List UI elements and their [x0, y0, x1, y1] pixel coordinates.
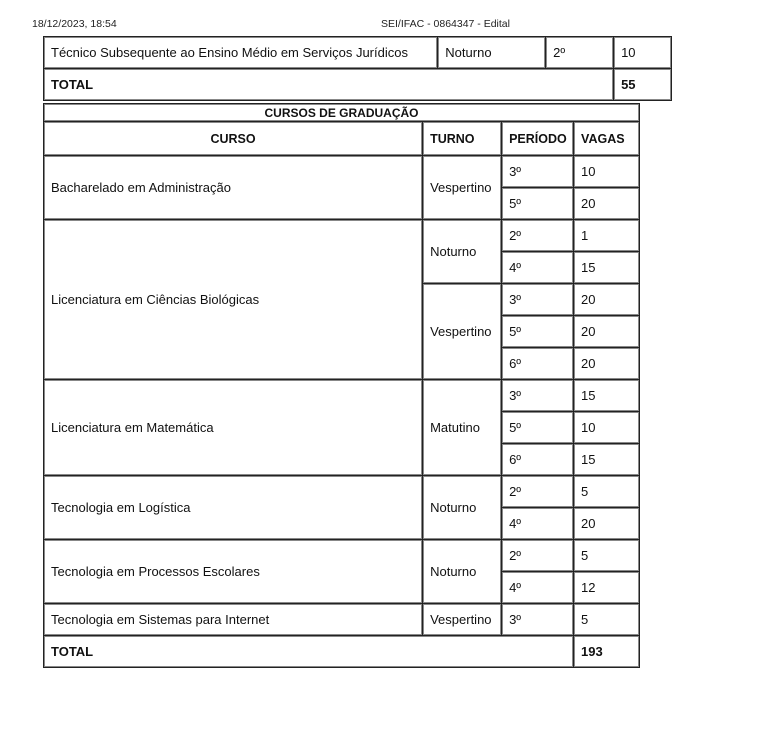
periodo-cell: 3º	[502, 604, 574, 636]
total-row	[44, 69, 672, 101]
table-row	[44, 540, 640, 572]
periodo-cell: 3º	[502, 156, 574, 188]
periodo-cell: 3º	[502, 380, 574, 412]
total-label: TOTAL	[44, 69, 614, 101]
turno-cell: Vespertino	[423, 284, 502, 380]
periodo-cell: 4º	[502, 572, 574, 604]
vagas-cell: 20	[574, 284, 640, 316]
periodo-cell: 4º	[502, 508, 574, 540]
table-row	[44, 604, 640, 636]
periodo-cell: 5º	[502, 188, 574, 220]
vagas-cell: 20	[574, 508, 640, 540]
print-datetime: 18/12/2023, 18:54	[32, 18, 117, 30]
curso-cell: Bacharelado em Administração	[44, 156, 423, 220]
periodo-cell: 5º	[502, 316, 574, 348]
curso-cell: Licenciatura em Ciências Biológicas	[44, 220, 423, 380]
periodo-cell: 3º	[502, 284, 574, 316]
table-row	[44, 37, 672, 69]
vagas-cell: 15	[574, 380, 640, 412]
column-header-vagas: VAGAS	[574, 122, 640, 156]
section-title: CURSOS DE GRADUAÇÃO	[44, 104, 640, 122]
turno-cell: Noturno	[423, 220, 502, 284]
turno-cell: Vespertino	[423, 604, 502, 636]
vagas-cell: 20	[574, 316, 640, 348]
technical-course-table	[43, 36, 672, 101]
table-body	[44, 156, 640, 636]
total-label: TOTAL	[44, 636, 574, 668]
periodo-cell: 6º	[502, 444, 574, 476]
vagas-cell: 5	[574, 540, 640, 572]
column-header-curso: CURSO	[44, 122, 423, 156]
vagas-cell: 10	[574, 412, 640, 444]
periodo-cell: 2º	[502, 540, 574, 572]
curso-cell: Tecnologia em Processos Escolares	[44, 540, 423, 604]
column-header-periodo: PERÍODO	[502, 122, 574, 156]
total-row	[44, 636, 640, 668]
total-value: 193	[574, 636, 640, 668]
header-row	[44, 122, 640, 156]
turno-cell: Vespertino	[423, 156, 502, 220]
graduation-courses-table	[43, 103, 640, 668]
vagas-cell: 15	[574, 252, 640, 284]
turno-cell: Noturno	[423, 540, 502, 604]
vagas-cell: 1	[574, 220, 640, 252]
vagas-cell: 20	[574, 348, 640, 380]
curso-cell: Tecnologia em Logística	[44, 476, 423, 540]
vagas-cell: 10	[574, 156, 640, 188]
vagas-cell: 15	[574, 444, 640, 476]
periodo-cell: 6º	[502, 348, 574, 380]
vagas-cell: 12	[574, 572, 640, 604]
curso-cell: Tecnologia em Sistemas para Internet	[44, 604, 423, 636]
vagas-cell: 5	[574, 476, 640, 508]
total-value: 55	[614, 69, 672, 101]
column-header-turno: TURNO	[423, 122, 502, 156]
periodo-cell: 4º	[502, 252, 574, 284]
document-reference: SEI/IFAC - 0864347 - Edital	[381, 18, 510, 30]
curso-cell: Técnico Subsequente ao Ensino Médio em Serviços Jurídicos	[44, 37, 438, 69]
periodo-cell: 2º	[502, 476, 574, 508]
periodo-cell: 5º	[502, 412, 574, 444]
turno-cell: Noturno	[438, 37, 546, 69]
vagas-cell: 20	[574, 188, 640, 220]
table-row	[44, 476, 640, 508]
table-row	[44, 220, 640, 252]
vagas-cell: 5	[574, 604, 640, 636]
table-row	[44, 380, 640, 412]
table-row	[44, 156, 640, 188]
periodo-cell: 2º	[546, 37, 614, 69]
curso-cell: Licenciatura em Matemática	[44, 380, 423, 476]
vagas-cell: 10	[614, 37, 672, 69]
periodo-cell: 2º	[502, 220, 574, 252]
title-row	[44, 104, 640, 122]
turno-cell: Matutino	[423, 380, 502, 476]
turno-cell: Noturno	[423, 476, 502, 540]
